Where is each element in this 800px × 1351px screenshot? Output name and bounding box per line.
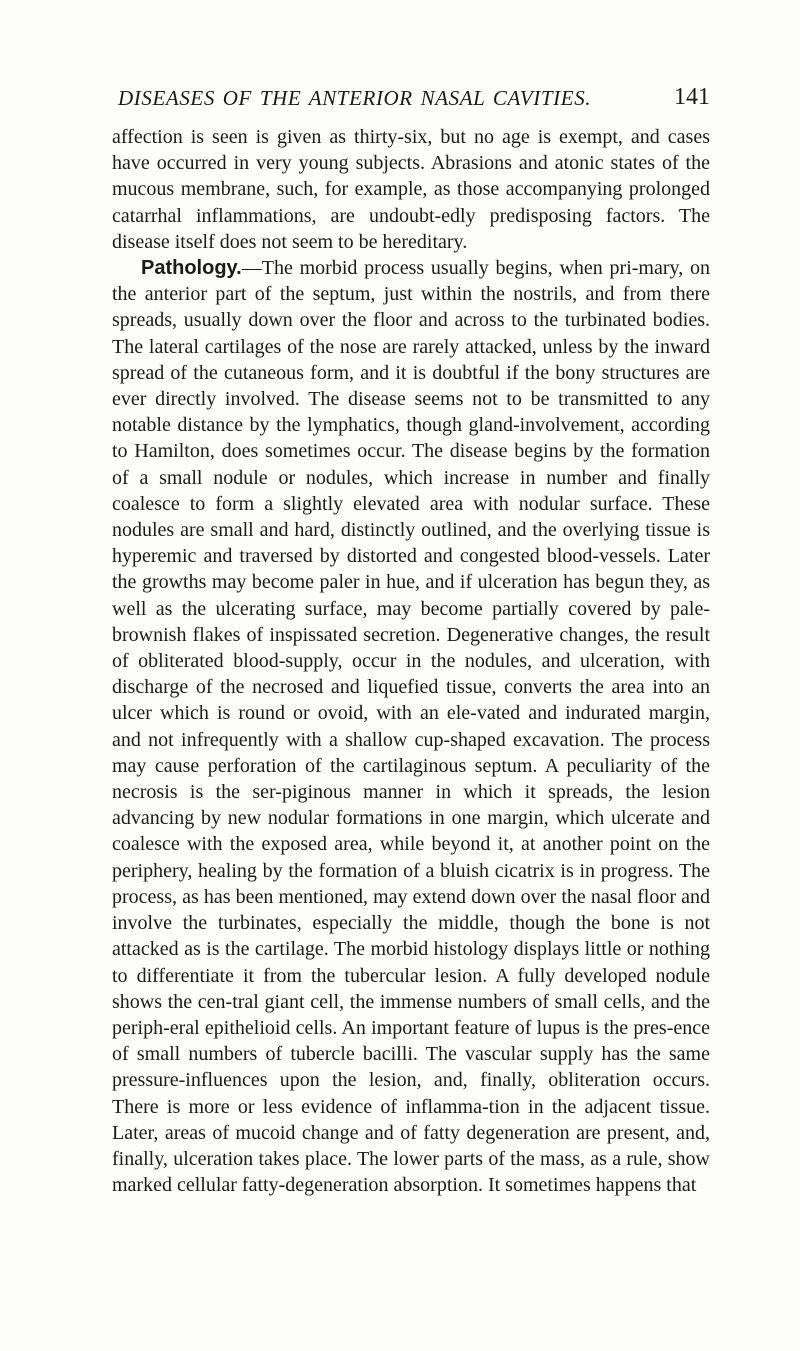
page-number: 141 bbox=[674, 84, 710, 110]
running-head bbox=[112, 86, 710, 116]
paragraph-continuation: affection is seen is given as thirty-six, but no age is exempt, and cases have occurred in very young subjects. Abrasions and atonic states of the mucous membrane, such, for example, as those accompanying prolonged catarrhal inflammations, are undoubt-edly predisposing factors. The disease itself does not seem to be hereditary. bbox=[112, 126, 710, 253]
paragraph-pathology-text: —The morbid process usually begins, when pri-mary, on the anterior part of the septum, just within the nostrils, and from there spreads, usually down over the floor and across to the turbinated bodies. The lateral cartilages of the nose are rarely attacked, unless by the inward spread of the cutaneous form, and it is doubtful if the bony structures are ever directly involved. The disease seems not to be transmitted to any notable distance by the lymphatics, though gland-involvement, according to Hamilton, does sometimes occur. The disease begins by the formation of a small nodule or nodules, which increase in number and finally coalesce to form a slightly elevated area with nodular surface. These nodules are small and hard, distinctly outlined, and the overlying tissue is hyperemic and traversed by distorted and congested blood-vessels. Later the growths may become paler in hue, and if ulceration has begun they, as well as the ulcerating surface, may become partially covered by pale-brownish flakes of inspissated secretion. Degenerative changes, the result of obliterated blood-supply, occur in the nodules, and ulceration, with discharge of the necrosed and liquefied tissue, converts the area into an ulcer which is round or ovoid, with an ele-vated and indurated margin, and not infrequently with a shallow cup-shaped excavation. The process may cause perforation of the cartilaginous septum. A peculiarity of the necrosis is the ser-piginous manner in which it spreads, the lesion advancing by new nodular formations in one margin, which ulcerate and coalesce with the exposed area, while beyond it, at another point on the periphery, healing by the formation of a bluish cicatrix is in progress. The process, as has been mentioned, may extend down over the nasal floor and involve the turbinates, especially the middle, though the bone is not attacked as is the cartilage. The morbid histology displays little or nothing to differentiate it from the tubercular lesion. A fully developed nodule shows the cen-tral giant cell, the immense numbers of small cells, and the periph-eral epithelioid cells. An important feature of lupus is the pres-ence of small numbers of tubercle bacilli. The vascular supply has the same pressure-influences upon the lesion, and, finally, obliteration occurs. There is more or less evidence of inflamma-tion in the adjacent tissue. Later, areas of mucoid change and of fatty degeneration are present, and, finally, ulceration takes place. The lower parts of the mass, as a rule, show marked cellular fatty-degeneration absorption. It sometimes happens that bbox=[112, 257, 710, 1197]
body-text bbox=[112, 124, 710, 1198]
section-heading-pathology: Pathology. bbox=[141, 257, 242, 280]
paragraph-pathology bbox=[112, 255, 710, 1198]
running-title: DISEASES OF THE ANTERIOR NASAL CAVITIES. bbox=[118, 86, 592, 110]
